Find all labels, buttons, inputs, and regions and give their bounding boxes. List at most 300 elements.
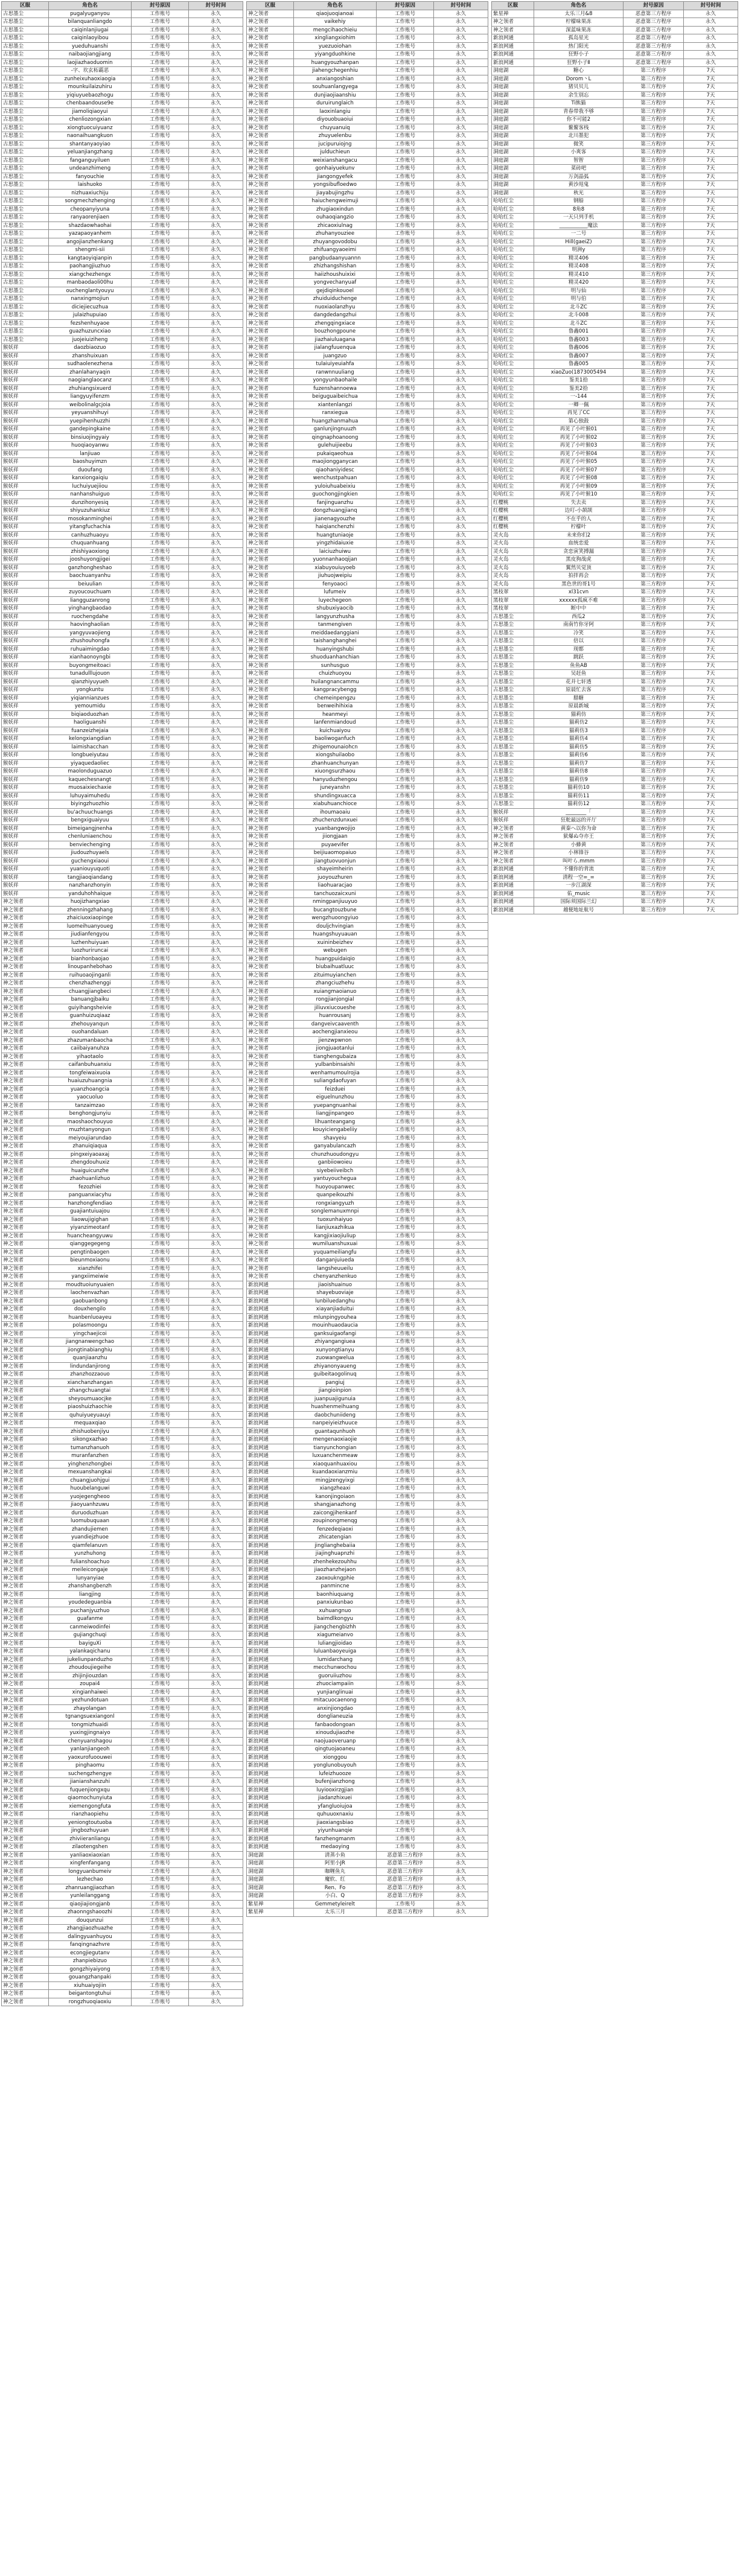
ban-duration-cell: 永久 — [189, 792, 243, 800]
ban-duration-cell: 永久 — [434, 1257, 488, 1265]
ban-duration-cell: 7天 — [684, 279, 738, 287]
ban-duration-cell: 7天 — [684, 205, 738, 214]
ban-reason-cell: 工作账号 — [132, 401, 189, 409]
ban-duration-cell: 永久 — [434, 263, 488, 271]
ban-duration-cell: 永久 — [434, 246, 488, 255]
ban-reason-cell: 工作账号 — [132, 263, 189, 271]
zone-cell: 神之领者 — [492, 26, 534, 34]
ban-reason-cell: 工作账号 — [132, 1101, 189, 1110]
ban-reason-cell: 工作账号 — [132, 1721, 189, 1729]
zone-cell: 哈哈红尘 — [492, 270, 534, 279]
zone-cell: 猴妖祥 — [2, 629, 49, 637]
ban-reason-cell: 恶意第三方程序 — [377, 1860, 434, 1868]
ban-reason-cell: 工作账号 — [377, 1778, 434, 1787]
ban-duration-cell: 永久 — [434, 1183, 488, 1191]
table-row — [247, 377, 488, 385]
table-row — [2, 1273, 243, 1281]
ban-duration-cell: 永久 — [434, 580, 488, 588]
zone-cell: 神之领者 — [2, 1623, 49, 1631]
zone-cell: 古思墨尘 — [2, 311, 49, 320]
zone-cell: 猴妖祥 — [2, 482, 49, 491]
zone-cell: 神之领者 — [247, 156, 294, 165]
table-row — [247, 1224, 488, 1232]
table-row — [247, 808, 488, 817]
ban-reason-cell: 第三方程序 — [624, 759, 684, 768]
ban-reason-cell: 工作账号 — [377, 890, 434, 898]
ban-duration-cell: 永久 — [189, 10, 243, 18]
table-row — [247, 1313, 488, 1322]
role-name-cell: huoqiaoyanwu — [49, 442, 132, 450]
ban-duration-cell: 永久 — [189, 1069, 243, 1077]
ban-reason-cell: 工作账号 — [132, 1313, 189, 1322]
ban-duration-cell: 7天 — [684, 107, 738, 116]
ban-reason-cell: 工作账号 — [132, 352, 189, 360]
table-row — [247, 727, 488, 735]
ban-reason-cell: 工作账号 — [132, 1860, 189, 1868]
ban-duration-cell: 永久 — [434, 107, 488, 116]
ban-reason-cell: 工作账号 — [132, 222, 189, 230]
table-row — [247, 1444, 488, 1452]
table-row — [2, 882, 243, 890]
ban-reason-cell: 工作账号 — [377, 67, 434, 75]
table-row — [492, 857, 738, 866]
zone-cell: 神之领者 — [2, 1558, 49, 1566]
role-name-cell: 青春带我不够 — [534, 107, 624, 116]
ban-duration-cell: 永久 — [189, 1762, 243, 1770]
ban-reason-cell: 工作账号 — [132, 230, 189, 238]
ban-reason-cell: 工作账号 — [377, 1615, 434, 1624]
role-name-cell: meiyoujiarundao — [49, 1134, 132, 1143]
ban-reason-cell: 第三方程序 — [624, 83, 684, 92]
ban-reason-cell: 工作账号 — [377, 83, 434, 92]
role-name-cell: 再见了小叶猴03 — [534, 442, 624, 450]
zone-cell: 神之领者 — [247, 205, 294, 214]
table-row — [2, 678, 243, 686]
ban-duration-cell: 永久 — [434, 165, 488, 173]
zone-cell: 神之领者 — [2, 1379, 49, 1387]
table-row — [247, 1289, 488, 1298]
zone-cell: 灵火岛 — [492, 564, 534, 572]
zone-cell: 新浪网通 — [247, 1786, 294, 1794]
table-row — [247, 735, 488, 744]
role-name-cell: maolonduguazuo — [49, 768, 132, 776]
ban-duration-cell: 7天 — [684, 173, 738, 181]
zone-cell: 新浪网通 — [247, 1631, 294, 1640]
zone-cell: 洞庭湖 — [492, 156, 534, 165]
ban-duration-cell: 永久 — [189, 1354, 243, 1363]
ban-duration-cell: 永久 — [189, 1884, 243, 1892]
zone-cell: 神之领者 — [247, 1110, 294, 1118]
zone-cell: 神之领者 — [2, 1216, 49, 1224]
table-row — [2, 246, 243, 255]
zone-cell: 黑枝翠 — [492, 605, 534, 613]
zone-cell: 神之领者 — [247, 442, 294, 450]
zone-cell: 新浪网通 — [247, 1672, 294, 1680]
ban-reason-cell: 工作账号 — [132, 1615, 189, 1624]
ban-reason-cell: 第三方程序 — [624, 401, 684, 409]
ban-duration-cell: 永久 — [434, 1387, 488, 1395]
table-row — [247, 1631, 488, 1640]
ban-duration-cell: 永久 — [189, 1908, 243, 1917]
table-row — [247, 1427, 488, 1436]
role-name-cell: 黑皮狗战虎 — [534, 556, 624, 564]
zone-cell: 洞庭湖 — [247, 1876, 294, 1884]
role-name-cell: cheopanyiyuna — [49, 205, 132, 214]
ban-reason-cell: 工作账号 — [377, 450, 434, 458]
ban-duration-cell: 7天 — [684, 295, 738, 304]
role-name-cell: Gemmetyleirelt — [294, 1900, 377, 1908]
zone-cell: 红樱桃 — [492, 515, 534, 523]
table-row — [2, 866, 243, 874]
zone-cell: 神之领者 — [247, 784, 294, 792]
ban-reason-cell: 工作账号 — [132, 1004, 189, 1012]
role-name-cell: qiaojiajiongjanb — [49, 1900, 132, 1908]
ban-reason-cell: 工作账号 — [377, 1313, 434, 1322]
table-row — [492, 491, 738, 499]
table-row — [2, 140, 243, 148]
ban-reason-cell: 工作账号 — [132, 1925, 189, 1933]
table-row — [247, 466, 488, 474]
ban-duration-cell: 7天 — [684, 311, 738, 320]
ban-reason-cell: 工作账号 — [132, 523, 189, 532]
ban-reason-cell: 工作账号 — [132, 637, 189, 646]
zone-cell: 猴妖祥 — [2, 474, 49, 483]
role-name-cell: xiantenlangzi — [294, 401, 377, 409]
zone-cell: 新浪网通 — [247, 1615, 294, 1624]
ban-reason-cell: 第三方程序 — [624, 197, 684, 206]
ban-reason-cell: 工作账号 — [377, 1289, 434, 1298]
table-row — [247, 1509, 488, 1517]
zone-cell: 神之领者 — [247, 833, 294, 841]
role-name-cell: 你不可能2 — [534, 116, 624, 124]
zone-cell: 神之领者 — [2, 1387, 49, 1395]
table-row — [247, 1541, 488, 1550]
zone-cell: 猴妖祥 — [2, 792, 49, 800]
role-name-cell: nanzhanzhonyin — [49, 882, 132, 890]
zone-cell: 猴妖祥 — [2, 784, 49, 792]
ban-duration-cell: 7天 — [684, 417, 738, 426]
ban-duration-cell: 永久 — [434, 91, 488, 100]
ban-duration-cell: 永久 — [189, 91, 243, 100]
ban-reason-cell: 工作账号 — [132, 792, 189, 800]
role-name-cell: kuichuaiyou — [294, 727, 377, 735]
zone-cell: 新浪网通 — [247, 1297, 294, 1306]
table-row — [2, 1085, 243, 1094]
ban-duration-cell: 7天 — [684, 458, 738, 467]
role-name-cell: naojuaoveruanp — [294, 1737, 377, 1745]
ban-reason-cell: 恶意第三方程序 — [624, 51, 684, 59]
role-name-cell: nanxingmojiun — [49, 295, 132, 304]
ban-reason-cell: 工作账号 — [377, 409, 434, 418]
ban-duration-cell: 永久 — [434, 1501, 488, 1510]
role-name-cell: 智智 — [534, 156, 624, 165]
role-name-cell: 狂野小子 — [534, 51, 624, 59]
zone-cell: 神之领者 — [2, 1639, 49, 1648]
table-row — [2, 605, 243, 613]
ban-duration-cell: 永久 — [434, 1892, 488, 1901]
ban-reason-cell: 第三方程序 — [624, 564, 684, 572]
role-name-cell: haiizhoushuixixi — [294, 270, 377, 279]
table-row — [2, 1566, 243, 1575]
role-name-cell: lumidarchang — [294, 1656, 377, 1664]
ban-duration-cell: 永久 — [189, 1688, 243, 1697]
ban-reason-cell: 工作账号 — [377, 931, 434, 939]
ban-duration-cell: 永久 — [434, 971, 488, 980]
role-name-cell: jiazhaiuluagana — [294, 336, 377, 344]
table-row — [247, 1794, 488, 1803]
ban-reason-cell: 工作账号 — [132, 1998, 189, 2006]
ban-duration-cell: 永久 — [434, 768, 488, 776]
role-name-cell: xiaoquanhuaxiou — [294, 1460, 377, 1468]
zone-cell: 神之领者 — [2, 1607, 49, 1615]
ban-duration-cell: 永久 — [434, 719, 488, 727]
role-name-cell: 精灵408 — [534, 263, 624, 271]
ban-reason-cell: 工作账号 — [132, 703, 189, 711]
role-name-cell: ruihuoaojinganli — [49, 971, 132, 980]
zone-cell: 哈哈红尘 — [492, 279, 534, 287]
zone-cell: 神之领者 — [2, 1811, 49, 1819]
ban-duration-cell: 永久 — [189, 1981, 243, 1990]
zone-cell: 猴妖祥 — [2, 547, 49, 556]
ban-reason-cell: 工作账号 — [132, 1974, 189, 1982]
role-name-cell: yitangfuchachia — [49, 523, 132, 532]
zone-cell: 新浪网通 — [247, 1436, 294, 1444]
role-name-cell: laiciuzhuiwu — [294, 547, 377, 556]
table-row — [247, 743, 488, 751]
role-name-cell: 明与伯 — [534, 295, 624, 304]
role-name-cell: chenluniaenchou — [49, 833, 132, 841]
ban-duration-cell: 7天 — [684, 605, 738, 613]
ban-duration-cell: 永久 — [434, 181, 488, 190]
zone-cell: 新浪网通 — [247, 1648, 294, 1656]
ban-reason-cell: 恶意第三方程序 — [377, 1851, 434, 1860]
ban-reason-cell: 工作账号 — [377, 1411, 434, 1420]
zone-cell: 神之领者 — [247, 1199, 294, 1208]
role-name-cell: vaikehiy — [294, 18, 377, 27]
zone-cell: 神之领者 — [247, 743, 294, 751]
zone-cell: 猴妖祥 — [2, 710, 49, 719]
role-name-cell: yuojegengheoo — [49, 1493, 132, 1501]
table-row — [2, 613, 243, 621]
zone-cell: 神之领者 — [2, 1264, 49, 1273]
table-row — [492, 100, 738, 108]
ban-reason-cell: 工作账号 — [377, 1819, 434, 1827]
table-row — [2, 295, 243, 304]
zone-cell: 猴妖祥 — [2, 450, 49, 458]
ban-reason-cell: 工作账号 — [377, 1541, 434, 1550]
role-name-cell: zhiyanonyaueng — [294, 1362, 377, 1371]
role-name-cell: julduchieun — [294, 148, 377, 157]
table-row — [492, 238, 738, 246]
ban-duration-cell: 永久 — [434, 1713, 488, 1721]
role-name-cell: zhangciuzhehu — [294, 980, 377, 988]
role-name-cell: fanbaodongoan — [294, 1721, 377, 1729]
ban-duration-cell: 7天 — [684, 654, 738, 662]
zone-cell: 猴妖祥 — [492, 808, 534, 817]
ban-duration-cell: 永久 — [189, 1615, 243, 1624]
role-name-cell: mengenaoxiaojie — [294, 1436, 377, 1444]
role-name-cell: 失去卖 — [534, 499, 624, 507]
table-row — [2, 1704, 243, 1713]
role-name-cell: huashenmeihuang — [294, 1403, 377, 1412]
role-name-cell: 柠檬味果冻 — [534, 18, 624, 27]
role-name-cell: 热门阳光 — [534, 42, 624, 51]
role-name-cell: jiajinghuapnzhi — [294, 1550, 377, 1558]
ban-reason-cell: 工作账号 — [377, 1281, 434, 1289]
header-zone: 区服 — [2, 2, 49, 10]
role-name-cell: julaizhupuiao — [49, 311, 132, 320]
zone-cell: 神之领者 — [247, 1101, 294, 1110]
zone-cell: 洞庭湖 — [492, 124, 534, 132]
ban-duration-cell: 7天 — [684, 303, 738, 311]
zone-cell: 神之领者 — [247, 922, 294, 931]
ban-reason-cell: 工作账号 — [132, 914, 189, 923]
ban-duration-cell: 永久 — [189, 849, 243, 858]
ban-duration-cell: 7天 — [684, 735, 738, 744]
ban-duration-cell: 永久 — [189, 26, 243, 34]
ban-duration-cell: 永久 — [434, 833, 488, 841]
table-row — [2, 1599, 243, 1607]
role-name-cell: jingbozhuyuan — [49, 1827, 132, 1835]
table-row — [247, 1704, 488, 1713]
table-row — [2, 1208, 243, 1216]
table-row — [247, 491, 488, 499]
ban-reason-cell: 工作账号 — [377, 1191, 434, 1200]
ban-reason-cell: 工作账号 — [132, 1330, 189, 1338]
ban-duration-cell: 永久 — [189, 824, 243, 833]
role-name-cell: yazapaoyanhem — [49, 230, 132, 238]
role-name-cell: shantanyaoyiao — [49, 140, 132, 148]
ban-duration-cell: 永久 — [189, 817, 243, 825]
ban-duration-cell: 永久 — [189, 1525, 243, 1534]
ban-duration-cell: 永久 — [189, 1827, 243, 1835]
ban-reason-cell: 工作账号 — [377, 377, 434, 385]
zone-cell: 神之领者 — [492, 824, 534, 833]
table-row — [492, 263, 738, 271]
ban-reason-cell: 第三方程序 — [624, 751, 684, 760]
role-name-cell: 猫莉仿2 — [534, 719, 624, 727]
table-row — [247, 914, 488, 923]
role-name-cell: paohangjiuzhuo — [49, 263, 132, 271]
ban-reason-cell: 工作账号 — [132, 238, 189, 246]
table-row — [247, 1118, 488, 1126]
role-name-cell: caiibaiyanuhza — [49, 1045, 132, 1053]
ban-duration-cell: 永久 — [189, 1150, 243, 1159]
zone-cell: 新浪网通 — [247, 1379, 294, 1387]
ban-duration-cell: 永久 — [189, 947, 243, 955]
ban-reason-cell: 工作账号 — [132, 1664, 189, 1672]
ban-duration-cell: 永久 — [434, 873, 488, 882]
ban-duration-cell: 永久 — [434, 1191, 488, 1200]
ban-reason-cell: 工作账号 — [132, 890, 189, 898]
zone-cell: 神之领者 — [2, 1313, 49, 1322]
zone-cell: 神之领者 — [2, 914, 49, 923]
zone-cell: 古思墨尘 — [492, 719, 534, 727]
role-name-cell: 再见了小叶猴04 — [534, 450, 624, 458]
role-name-cell: zhuociampaiin — [294, 1680, 377, 1689]
table-row — [2, 727, 243, 735]
table-row — [247, 384, 488, 393]
zone-cell: 神之领者 — [247, 18, 294, 27]
table-row — [492, 458, 738, 467]
ban-duration-cell: 永久 — [189, 1053, 243, 1061]
role-name-cell: yezhundotuan — [49, 1697, 132, 1705]
ban-duration-cell: 永久 — [434, 523, 488, 532]
table-row — [492, 531, 738, 540]
role-name-cell: chunzhuoudongyu — [294, 1150, 377, 1159]
zone-cell: 新浪网通 — [247, 1460, 294, 1468]
ban-duration-cell: 永久 — [434, 1794, 488, 1803]
table-row — [492, 629, 738, 637]
table-row — [2, 1745, 243, 1754]
zone-cell: 神之领者 — [247, 1085, 294, 1094]
ban-duration-cell: 7天 — [684, 768, 738, 776]
zone-cell: 神之领者 — [247, 173, 294, 181]
ban-duration-cell: 永久 — [189, 368, 243, 377]
ban-reason-cell: 工作账号 — [377, 800, 434, 809]
table-row — [247, 295, 488, 304]
role-name-cell: caiqinlaoyibou — [49, 34, 132, 43]
ban-table-3 — [491, 1, 738, 914]
role-name-cell: shayebuoviaje — [294, 1289, 377, 1298]
ban-duration-cell: 永久 — [189, 1468, 243, 1477]
role-name-cell: 明洲y — [534, 246, 624, 255]
role-name-cell: 清蒸小鱼 — [294, 1851, 377, 1860]
role-name-cell: lianjiuxazhikua — [294, 1224, 377, 1232]
ban-reason-cell: 工作账号 — [132, 34, 189, 43]
zone-cell: 古思墨尘 — [492, 637, 534, 646]
table-row — [2, 1517, 243, 1526]
role-name-cell: xiabuyouiuyoeb — [294, 564, 377, 572]
ban-duration-cell: 永久 — [434, 1077, 488, 1086]
ban-duration-cell: 永久 — [189, 1737, 243, 1745]
ban-duration-cell: 永久 — [189, 1061, 243, 1070]
ban-reason-cell: 工作账号 — [132, 1688, 189, 1697]
role-name-cell: ganzhongheshao — [49, 564, 132, 572]
zone-cell: 新浪网通 — [247, 1590, 294, 1599]
ban-duration-cell: 7天 — [684, 800, 738, 809]
ban-reason-cell: 第三方程序 — [624, 629, 684, 637]
zone-cell: 新浪网通 — [247, 1778, 294, 1787]
zone-cell: 新浪网通 — [247, 1346, 294, 1354]
ban-reason-cell: 工作账号 — [377, 1403, 434, 1412]
role-name-cell: chuangjiangbeci — [49, 987, 132, 996]
role-name-cell: canmeiwodinfei — [49, 1623, 132, 1631]
table-row — [247, 1159, 488, 1167]
ban-duration-cell: 永久 — [189, 841, 243, 849]
role-name-cell: yuepihenhuzzhi — [49, 417, 132, 426]
ban-duration-cell: 永久 — [434, 882, 488, 890]
table-row — [492, 165, 738, 173]
role-name-cell: mexuanshangkai — [49, 1468, 132, 1477]
ban-duration-cell: 永久 — [189, 1631, 243, 1640]
zone-cell: 神之领者 — [247, 678, 294, 686]
zone-cell: 神之领者 — [2, 1876, 49, 1884]
ban-reason-cell: 工作账号 — [377, 1150, 434, 1159]
table-row — [2, 1126, 243, 1135]
table-row — [2, 1143, 243, 1151]
table-row — [247, 482, 488, 491]
role-name-cell: fuquenjiongxqu — [49, 1786, 132, 1794]
role-name-cell: dangdedangzhui — [294, 311, 377, 320]
ban-duration-cell: 永久 — [189, 1566, 243, 1575]
ban-duration-cell: 永久 — [434, 547, 488, 556]
role-name-cell: 秋光 — [534, 189, 624, 197]
ban-reason-cell: 工作账号 — [132, 67, 189, 75]
ban-duration-cell: 永久 — [434, 1403, 488, 1412]
ban-reason-cell: 工作账号 — [132, 319, 189, 328]
table-row — [247, 1786, 488, 1794]
